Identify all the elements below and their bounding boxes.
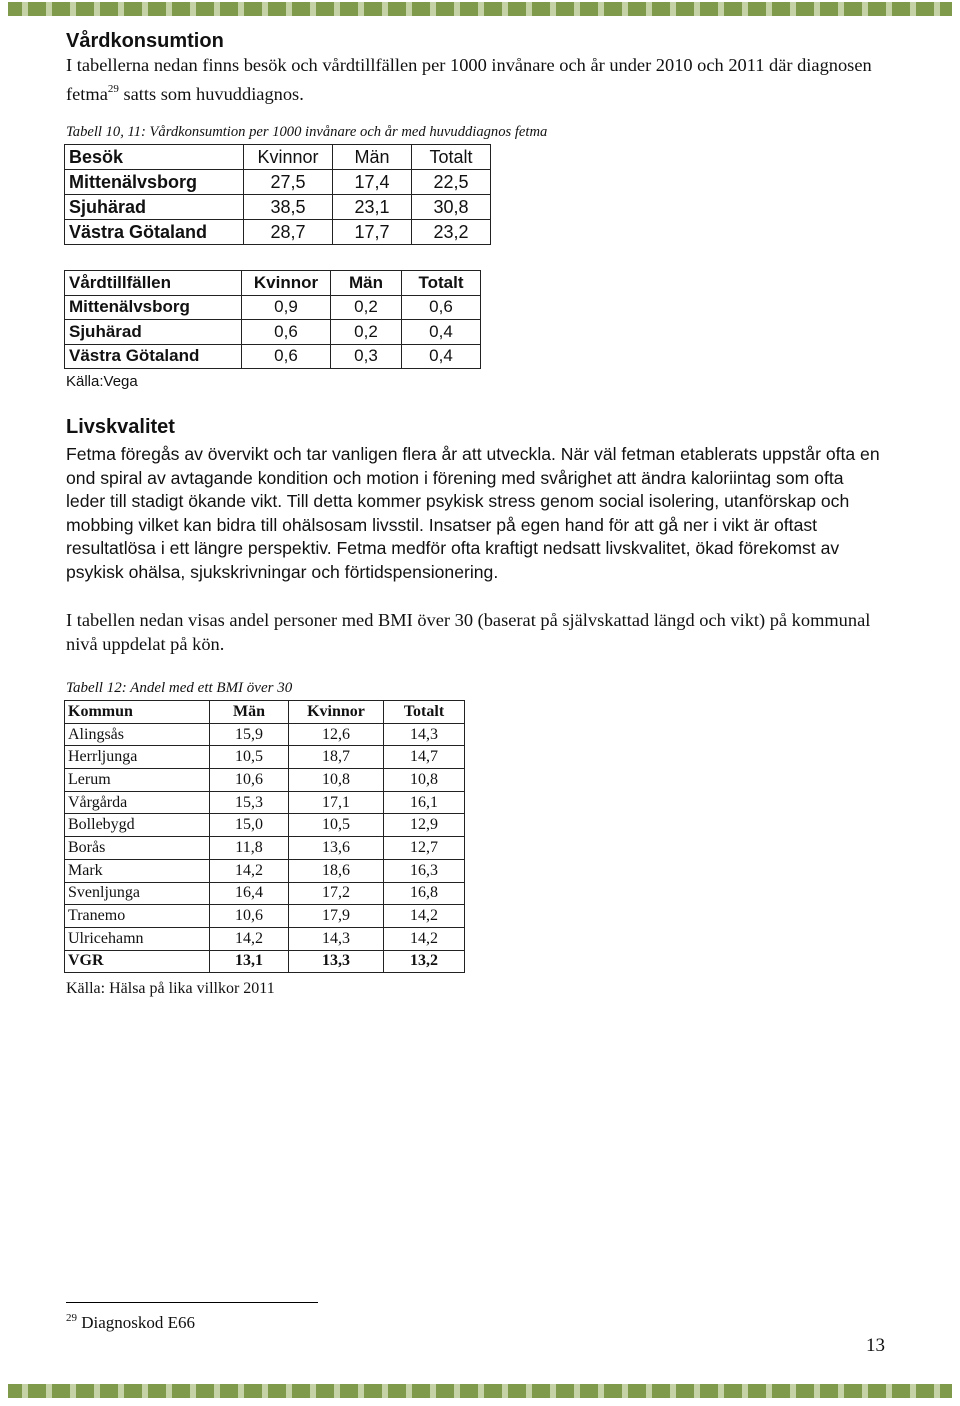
band-stripe bbox=[166, 1384, 172, 1398]
top-decorative-band bbox=[8, 2, 952, 16]
value-cell: 18,7 bbox=[289, 746, 384, 769]
band-stripe bbox=[742, 2, 748, 16]
band-stripe bbox=[670, 1384, 676, 1398]
value-cell: 0,2 bbox=[331, 295, 402, 320]
band-stripe bbox=[478, 1384, 484, 1398]
table-header-row bbox=[65, 271, 481, 296]
table-row bbox=[65, 195, 491, 220]
footnote-number: 29 bbox=[66, 1312, 77, 1324]
kommun-cell: Bollebygd bbox=[65, 814, 210, 837]
kommun-cell: Herrljunga bbox=[65, 746, 210, 769]
band-stripe bbox=[406, 1384, 412, 1398]
band-stripe bbox=[550, 1384, 556, 1398]
band-stripe bbox=[334, 1384, 340, 1398]
value-cell: 12,9 bbox=[384, 814, 465, 837]
footnote-divider bbox=[66, 1302, 318, 1303]
value-cell: 15,0 bbox=[210, 814, 289, 837]
band-stripe bbox=[718, 1384, 724, 1398]
region-cell: Mittenälvsborg bbox=[65, 170, 244, 195]
band-stripe bbox=[46, 2, 52, 16]
header-cell: Kommun bbox=[65, 701, 210, 724]
region-cell: Västra Götaland bbox=[65, 344, 242, 369]
value-cell: 16,3 bbox=[384, 859, 465, 882]
header-cell: Män bbox=[331, 271, 402, 296]
band-stripe bbox=[382, 1384, 388, 1398]
table-row bbox=[65, 320, 481, 345]
value-cell: 0,9 bbox=[242, 295, 331, 320]
value-cell: 0,6 bbox=[242, 344, 331, 369]
livskvalitet-paragraph: Fetma föregås av övervikt och tar vanligen flera år att utveckla. När väl fetman etablerats uppstår ofta en ond spiral av avtagande kondition och motion i förening med svårighet att ändra kaloriintag som ofta leder till stadigt ökande vikt. Till detta kommer psykisk stress genom social isolering, utanförskap och mobbing vilket kan bidra till ohälsosam livsstil. Insatser på egen hand för att gå ner i vikt är oftast resultatlösa i ett längre perspektiv. Fetma medför ofta kraftigt nedsatt livskvalitet, ökad förekomst av psykisk ohälsa, sjukskrivningar och förtidspensionering. bbox=[66, 444, 880, 582]
band-stripe bbox=[70, 2, 76, 16]
band-stripe bbox=[310, 1384, 316, 1398]
value-cell: 14,2 bbox=[384, 927, 465, 950]
band-stripe bbox=[22, 2, 28, 16]
header-cell: Kvinnor bbox=[242, 271, 331, 296]
band-stripe bbox=[70, 1384, 76, 1398]
value-cell: 0,3 bbox=[331, 344, 402, 369]
value-cell: 17,7 bbox=[333, 220, 412, 245]
source-vega: Källa:Vega bbox=[66, 373, 138, 390]
table-row bbox=[65, 927, 465, 950]
region-cell: Sjuhärad bbox=[65, 195, 244, 220]
table-row bbox=[65, 882, 465, 905]
value-cell: 10,6 bbox=[210, 905, 289, 928]
band-stripe bbox=[238, 1384, 244, 1398]
table-row bbox=[65, 295, 481, 320]
band-stripe bbox=[358, 2, 364, 16]
band-stripe bbox=[670, 2, 676, 16]
band-stripe bbox=[214, 2, 220, 16]
section-title-livskvalitet: Livskvalitet bbox=[66, 416, 175, 438]
table-caption-1: Tabell 10, 11: Vårdkonsumtion per 1000 invånare och år med huvuddiagnos fetma bbox=[66, 124, 548, 140]
band-stripe bbox=[310, 2, 316, 16]
band-stripe bbox=[94, 1384, 100, 1398]
band-stripe bbox=[622, 1384, 628, 1398]
band-stripe bbox=[118, 1384, 124, 1398]
kommun-cell: Ulricehamn bbox=[65, 927, 210, 950]
band-stripe bbox=[814, 2, 820, 16]
value-cell: 17,4 bbox=[333, 170, 412, 195]
intro-paragraph bbox=[66, 54, 886, 106]
band-stripe bbox=[262, 1384, 268, 1398]
value-cell: 23,2 bbox=[412, 220, 491, 245]
bmi-intro-paragraph: I tabellen nedan visas andel personer med BMI över 30 (baserat på självskattad längd och vikt) på kommunal nivå uppdelat på kön. bbox=[66, 610, 871, 654]
band-stripe bbox=[262, 2, 268, 16]
value-cell: 11,8 bbox=[210, 837, 289, 860]
band-stripe bbox=[358, 1384, 364, 1398]
footnote-reference: 29 bbox=[107, 82, 119, 95]
band-stripe bbox=[526, 2, 532, 16]
band-stripe bbox=[454, 2, 460, 16]
header-cell: Kvinnor bbox=[244, 145, 333, 170]
value-cell: 16,1 bbox=[384, 791, 465, 814]
besok-table bbox=[64, 144, 491, 245]
value-cell: 10,8 bbox=[384, 769, 465, 792]
value-cell: 38,5 bbox=[244, 195, 333, 220]
value-cell: 14,2 bbox=[210, 927, 289, 950]
band-stripe bbox=[286, 2, 292, 16]
band-stripe bbox=[190, 1384, 196, 1398]
value-cell: 17,1 bbox=[289, 791, 384, 814]
value-cell: 12,7 bbox=[384, 837, 465, 860]
band-stripe bbox=[934, 2, 940, 16]
band-stripe bbox=[526, 1384, 532, 1398]
table-row bbox=[65, 769, 465, 792]
total-cell: 13,3 bbox=[289, 950, 384, 973]
band-stripe bbox=[166, 2, 172, 16]
value-cell: 16,8 bbox=[384, 882, 465, 905]
band-stripe bbox=[598, 2, 604, 16]
table-row bbox=[65, 746, 465, 769]
value-cell: 10,5 bbox=[210, 746, 289, 769]
band-stripe bbox=[646, 2, 652, 16]
band-stripe bbox=[46, 1384, 52, 1398]
value-cell: 13,6 bbox=[289, 837, 384, 860]
bmi-table bbox=[64, 700, 465, 973]
kommun-cell: Tranemo bbox=[65, 905, 210, 928]
value-cell: 30,8 bbox=[412, 195, 491, 220]
value-cell: 0,6 bbox=[402, 295, 481, 320]
table-row bbox=[65, 814, 465, 837]
band-stripe bbox=[238, 2, 244, 16]
page-number: 13 bbox=[866, 1335, 885, 1356]
kommun-cell: Mark bbox=[65, 859, 210, 882]
band-stripe bbox=[742, 1384, 748, 1398]
table-row bbox=[65, 170, 491, 195]
value-cell: 17,2 bbox=[289, 882, 384, 905]
value-cell: 0,2 bbox=[331, 320, 402, 345]
band-stripe bbox=[94, 2, 100, 16]
band-stripe bbox=[790, 1384, 796, 1398]
band-stripe bbox=[382, 2, 388, 16]
value-cell: 10,8 bbox=[289, 769, 384, 792]
band-stripe bbox=[118, 2, 124, 16]
value-cell: 27,5 bbox=[244, 170, 333, 195]
footnote bbox=[66, 1312, 195, 1333]
band-stripe bbox=[838, 1384, 844, 1398]
band-stripe bbox=[910, 2, 916, 16]
band-stripe bbox=[478, 2, 484, 16]
band-stripe bbox=[934, 1384, 940, 1398]
header-cell: Män bbox=[333, 145, 412, 170]
value-cell: 18,6 bbox=[289, 859, 384, 882]
table-header-row bbox=[65, 701, 465, 724]
intro-text: I tabellerna nedan finns besök och vårdtillfällen per 1000 invånare och år under 2010 och 2011 där diagnosen fetma bbox=[66, 55, 872, 104]
band-stripe bbox=[190, 2, 196, 16]
band-stripe bbox=[334, 2, 340, 16]
value-cell: 14,7 bbox=[384, 746, 465, 769]
vardtillfallen-table bbox=[64, 270, 481, 369]
band-stripe bbox=[550, 2, 556, 16]
band-stripe bbox=[622, 2, 628, 16]
region-cell: Mittenälvsborg bbox=[65, 295, 242, 320]
bottom-decorative-band bbox=[8, 1384, 952, 1398]
table-row bbox=[65, 344, 481, 369]
value-cell: 14,3 bbox=[384, 723, 465, 746]
header-cell: Besök bbox=[65, 145, 244, 170]
value-cell: 14,3 bbox=[289, 927, 384, 950]
band-stripe bbox=[718, 2, 724, 16]
value-cell: 14,2 bbox=[384, 905, 465, 928]
table-row bbox=[65, 859, 465, 882]
band-stripe bbox=[886, 1384, 892, 1398]
kommun-cell: Borås bbox=[65, 837, 210, 860]
header-cell: Totalt bbox=[402, 271, 481, 296]
kommun-cell: Svenljunga bbox=[65, 882, 210, 905]
header-cell: Totalt bbox=[412, 145, 491, 170]
intro-text-end: satts som huvuddiagnos. bbox=[118, 83, 304, 104]
value-cell: 14,2 bbox=[210, 859, 289, 882]
band-stripe bbox=[22, 1384, 28, 1398]
region-cell: Västra Götaland bbox=[65, 220, 244, 245]
band-stripe bbox=[574, 1384, 580, 1398]
region-cell: Sjuhärad bbox=[65, 320, 242, 345]
value-cell: 10,5 bbox=[289, 814, 384, 837]
table-row bbox=[65, 220, 491, 245]
table-row bbox=[65, 723, 465, 746]
value-cell: 17,9 bbox=[289, 905, 384, 928]
band-stripe bbox=[502, 2, 508, 16]
table-row bbox=[65, 791, 465, 814]
band-stripe bbox=[406, 2, 412, 16]
value-cell: 22,5 bbox=[412, 170, 491, 195]
band-stripe bbox=[430, 2, 436, 16]
band-stripe bbox=[214, 1384, 220, 1398]
band-stripe bbox=[694, 1384, 700, 1398]
section-title-vardkonsumtion: Vårdkonsumtion bbox=[66, 30, 224, 52]
value-cell: 28,7 bbox=[244, 220, 333, 245]
band-stripe bbox=[694, 2, 700, 16]
band-stripe bbox=[142, 1384, 148, 1398]
band-stripe bbox=[766, 1384, 772, 1398]
total-cell: 13,2 bbox=[384, 950, 465, 973]
band-stripe bbox=[286, 1384, 292, 1398]
band-stripe bbox=[574, 2, 580, 16]
total-cell: 13,1 bbox=[210, 950, 289, 973]
table-row bbox=[65, 905, 465, 928]
table-total-row bbox=[65, 950, 465, 973]
band-stripe bbox=[910, 1384, 916, 1398]
value-cell: 23,1 bbox=[333, 195, 412, 220]
band-stripe bbox=[646, 1384, 652, 1398]
source-halsa: Källa: Hälsa på lika villkor 2011 bbox=[66, 980, 275, 997]
value-cell: 15,3 bbox=[210, 791, 289, 814]
kommun-cell: Vårgårda bbox=[65, 791, 210, 814]
kommun-cell: Alingsås bbox=[65, 723, 210, 746]
band-stripe bbox=[862, 2, 868, 16]
table-header-row bbox=[65, 145, 491, 170]
band-stripe bbox=[886, 2, 892, 16]
band-stripe bbox=[814, 1384, 820, 1398]
bmi-table-body bbox=[65, 723, 465, 950]
header-cell: Kvinnor bbox=[289, 701, 384, 724]
footnote-text: Diagnoskod E66 bbox=[81, 1313, 196, 1332]
header-cell: Totalt bbox=[384, 701, 465, 724]
value-cell: 12,6 bbox=[289, 723, 384, 746]
band-stripe bbox=[838, 2, 844, 16]
value-cell: 10,6 bbox=[210, 769, 289, 792]
header-cell: Män bbox=[210, 701, 289, 724]
band-stripe bbox=[430, 1384, 436, 1398]
band-stripe bbox=[454, 1384, 460, 1398]
band-stripe bbox=[862, 1384, 868, 1398]
band-stripe bbox=[766, 2, 772, 16]
band-stripe bbox=[790, 2, 796, 16]
band-pattern-bottom bbox=[8, 1384, 952, 1398]
value-cell: 16,4 bbox=[210, 882, 289, 905]
kommun-cell: Lerum bbox=[65, 769, 210, 792]
total-cell: VGR bbox=[65, 950, 210, 973]
table-row bbox=[65, 837, 465, 860]
band-pattern-top bbox=[8, 2, 952, 16]
value-cell: 15,9 bbox=[210, 723, 289, 746]
value-cell: 0,4 bbox=[402, 320, 481, 345]
band-stripe bbox=[142, 2, 148, 16]
band-stripe bbox=[598, 1384, 604, 1398]
value-cell: 0,6 bbox=[242, 320, 331, 345]
table-caption-2: Tabell 12: Andel med ett BMI över 30 bbox=[66, 680, 293, 696]
value-cell: 0,4 bbox=[402, 344, 481, 369]
band-stripe bbox=[502, 1384, 508, 1398]
header-cell: Vårdtillfällen bbox=[65, 271, 242, 296]
